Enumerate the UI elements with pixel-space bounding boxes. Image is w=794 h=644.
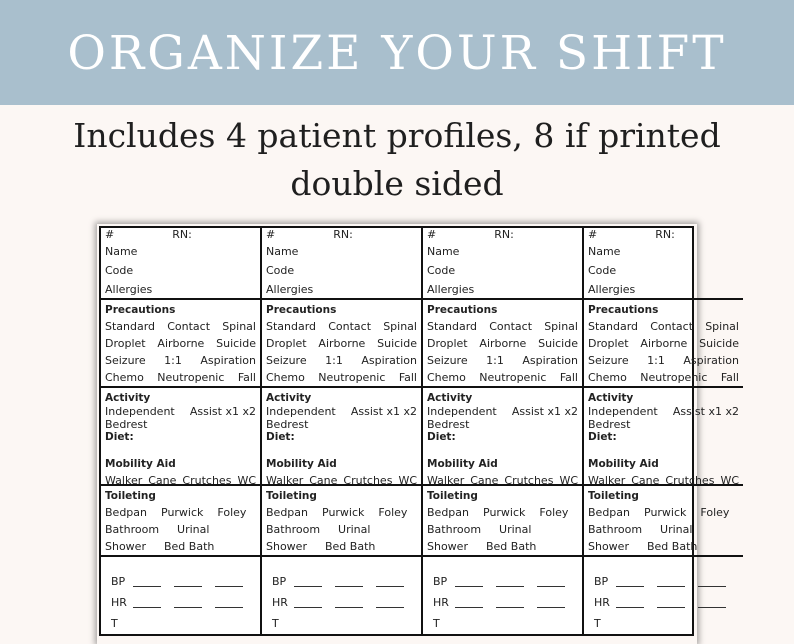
bp-label: BP [594, 575, 609, 588]
mobility-heading: Mobility Aid [266, 458, 337, 470]
mobility-heading: Mobility Aid [105, 458, 176, 470]
toileting-section [584, 486, 743, 557]
mobility-option: Crutches [343, 474, 393, 487]
identity-section [423, 228, 582, 300]
identity-section [584, 228, 743, 300]
name-label: Name [266, 245, 299, 258]
precaution-option: Neutropenic [479, 371, 547, 384]
toileting-option: Bathroom [105, 523, 160, 536]
allergies-label: Allergies [105, 283, 153, 296]
mobility-option: Walker [266, 474, 304, 487]
toileting-line [105, 538, 256, 555]
patient-profile [584, 228, 743, 634]
activity-section [584, 388, 743, 486]
toileting-option: Foley [700, 506, 730, 519]
toileting-line [588, 504, 739, 521]
bp-row [427, 571, 578, 592]
precautions-section [262, 300, 421, 388]
bp-label: BP [433, 575, 448, 588]
bed-number-label: # [266, 228, 276, 241]
assist-option: Assist x1 x2 [350, 405, 417, 418]
toileting-option: Purwick [644, 506, 687, 519]
precaution-option: Spinal [544, 320, 578, 333]
mobility-option: Crutches [504, 474, 554, 487]
toileting-section [262, 486, 421, 557]
toileting-option: Urinal [499, 523, 532, 536]
toileting-heading: Toileting [427, 490, 478, 502]
precautions-section [584, 300, 743, 388]
precaution-option: Chemo [588, 371, 627, 384]
patient-sheet [99, 226, 739, 636]
blank-line [376, 576, 404, 587]
blank-line [215, 597, 243, 608]
code-label: Code [588, 264, 617, 277]
hr-label: HR [111, 596, 127, 609]
independent-option: Independent [266, 405, 336, 418]
diet-label: Diet: [105, 431, 134, 443]
precautions-section [101, 300, 260, 388]
blank-line [496, 576, 524, 587]
precautions-line [427, 369, 578, 386]
toileting-option: Urinal [660, 523, 693, 536]
toileting-option: Shower [427, 540, 468, 553]
precaution-option: Fall [720, 371, 739, 384]
banner [0, 0, 794, 105]
mobility-option: Cane [631, 474, 660, 487]
mobility-option: Crutches [182, 474, 232, 487]
code-label: Code [266, 264, 295, 277]
toileting-line [105, 521, 256, 538]
allergies-label: Allergies [427, 283, 475, 296]
blank-line [657, 576, 685, 587]
mobility-option: Walker [427, 474, 465, 487]
t-row [105, 613, 256, 634]
precaution-option: Contact [650, 320, 694, 333]
precaution-option: Airborne [640, 337, 688, 350]
precautions-heading: Precautions [427, 304, 498, 316]
blank-line [657, 597, 685, 608]
precaution-option: 1:1 [486, 354, 504, 367]
blank-line [133, 597, 161, 608]
precaution-option: Seizure [266, 354, 307, 367]
blank-line [174, 597, 202, 608]
activity-heading: Activity [105, 392, 151, 404]
precaution-option: Seizure [588, 354, 629, 367]
toileting-option: Bathroom [427, 523, 482, 536]
toileting-option: Bathroom [266, 523, 321, 536]
precautions-heading: Precautions [588, 304, 659, 316]
bedrest-option: Bedrest [266, 418, 309, 431]
hr-label: HR [272, 596, 288, 609]
toileting-option: Shower [588, 540, 629, 553]
name-label: Name [105, 245, 138, 258]
precautions-line [105, 335, 256, 352]
toileting-section [101, 486, 260, 557]
precautions-line [105, 369, 256, 386]
toileting-option: Bed Bath [646, 540, 698, 553]
precaution-option: Droplet [588, 337, 629, 350]
blank-line [455, 576, 483, 587]
bed-number-label: # [427, 228, 437, 241]
blank-line [294, 576, 322, 587]
toileting-option: Bedpan [105, 506, 147, 519]
t-label: T [594, 617, 601, 630]
bedrest-option: Bedrest [588, 418, 631, 431]
precaution-option: 1:1 [325, 354, 343, 367]
toileting-line [588, 538, 739, 555]
precaution-option: Chemo [105, 371, 144, 384]
precautions-line [588, 352, 739, 369]
activity-section [423, 388, 582, 486]
blank-line [174, 576, 202, 587]
hr-row [427, 592, 578, 613]
precaution-option: Aspiration [522, 354, 578, 367]
hr-row [588, 592, 739, 613]
bedrest-option: Bedrest [427, 418, 470, 431]
precautions-line [588, 318, 739, 335]
rn-label: RN: [494, 228, 514, 241]
precaution-option: Fall [398, 371, 417, 384]
activity-heading: Activity [588, 392, 634, 404]
toileting-line [427, 504, 578, 521]
toileting-option: Foley [217, 506, 247, 519]
precaution-option: Aspiration [361, 354, 417, 367]
precautions-line [266, 335, 417, 352]
name-label: Name [427, 245, 460, 258]
diet-label: Diet: [588, 431, 617, 443]
precaution-option: Airborne [157, 337, 205, 350]
precaution-option: Droplet [105, 337, 146, 350]
toileting-section [423, 486, 582, 557]
bed-number-label: # [105, 228, 115, 241]
precaution-option: Suicide [377, 337, 417, 350]
toileting-line [427, 538, 578, 555]
precaution-option: Contact [489, 320, 533, 333]
toileting-option: Purwick [161, 506, 204, 519]
blank-line [133, 576, 161, 587]
precautions-line [427, 318, 578, 335]
mobility-option: Walker [588, 474, 626, 487]
hr-row [105, 592, 256, 613]
toileting-option: Foley [378, 506, 408, 519]
activity-section [101, 388, 260, 486]
mobility-option: Cane [470, 474, 499, 487]
precaution-option: 1:1 [647, 354, 665, 367]
name-label: Name [588, 245, 621, 258]
bp-row [588, 571, 739, 592]
mobility-option: Cane [148, 474, 177, 487]
precaution-option: Fall [559, 371, 578, 384]
precaution-option: Aspiration [683, 354, 739, 367]
independent-option: Independent [105, 405, 175, 418]
precaution-option: Droplet [427, 337, 468, 350]
precaution-option: Spinal [222, 320, 256, 333]
patient-profile [262, 228, 423, 634]
assist-option: Assist x1 x2 [672, 405, 739, 418]
hr-label: HR [433, 596, 449, 609]
vitals-section [584, 557, 743, 634]
blank-line [376, 597, 404, 608]
precaution-option: Standard [427, 320, 478, 333]
precautions-line [105, 318, 256, 335]
toileting-line [588, 521, 739, 538]
code-label: Code [105, 264, 134, 277]
allergies-label: Allergies [266, 283, 314, 296]
blank-line [616, 576, 644, 587]
precaution-option: Aspiration [200, 354, 256, 367]
precautions-line [427, 352, 578, 369]
subtitle: Includes 4 patient profiles, 8 if printed double sided [73, 116, 721, 203]
precautions-line [427, 335, 578, 352]
precautions-heading: Precautions [105, 304, 176, 316]
blank-line [294, 597, 322, 608]
precaution-option: Spinal [383, 320, 417, 333]
precautions-line [266, 352, 417, 369]
diet-label: Diet: [266, 431, 295, 443]
toileting-option: Shower [266, 540, 307, 553]
toileting-option: Bed Bath [324, 540, 376, 553]
diet-label: Diet: [427, 431, 456, 443]
banner-title: ORGANIZE YOUR SHIFT [67, 26, 727, 81]
rn-label: RN: [655, 228, 675, 241]
bp-row [266, 571, 417, 592]
precaution-option: Airborne [479, 337, 527, 350]
bed-number-label: # [588, 228, 598, 241]
vitals-section [101, 557, 260, 634]
toileting-option: Urinal [177, 523, 210, 536]
allergies-label: Allergies [588, 283, 636, 296]
independent-option: Independent [427, 405, 497, 418]
precautions-line [266, 318, 417, 335]
t-row [427, 613, 578, 634]
mobility-heading: Mobility Aid [588, 458, 659, 470]
precaution-option: Contact [328, 320, 372, 333]
toileting-heading: Toileting [588, 490, 639, 502]
toileting-option: Bed Bath [163, 540, 215, 553]
toileting-line [266, 504, 417, 521]
blank-line [335, 597, 363, 608]
hr-label: HR [594, 596, 610, 609]
assist-option: Assist x1 x2 [189, 405, 256, 418]
t-row [266, 613, 417, 634]
blank-line [698, 597, 726, 608]
activity-heading: Activity [266, 392, 312, 404]
hr-row [266, 592, 417, 613]
precaution-option: Neutropenic [318, 371, 386, 384]
toileting-option: Urinal [338, 523, 371, 536]
mobility-option: WC [398, 474, 417, 487]
t-label: T [111, 617, 118, 630]
patient-profile [423, 228, 584, 634]
toileting-option: Bathroom [588, 523, 643, 536]
precaution-option: Suicide [538, 337, 578, 350]
activity-section [262, 388, 421, 486]
precaution-option: Seizure [427, 354, 468, 367]
bp-row [105, 571, 256, 592]
independent-option: Independent [588, 405, 658, 418]
precaution-option: Suicide [699, 337, 739, 350]
identity-section [101, 228, 260, 300]
toileting-option: Shower [105, 540, 146, 553]
blank-line [537, 576, 565, 587]
toileting-option: Bedpan [588, 506, 630, 519]
toileting-option: Purwick [483, 506, 526, 519]
precaution-option: Standard [105, 320, 156, 333]
t-row [588, 613, 739, 634]
toileting-option: Bed Bath [485, 540, 537, 553]
assist-option: Assist x1 x2 [511, 405, 578, 418]
toileting-option: Bedpan [427, 506, 469, 519]
precautions-line [588, 369, 739, 386]
mobility-option: Crutches [665, 474, 715, 487]
patient-profile [101, 228, 262, 634]
precautions-line [105, 352, 256, 369]
mobility-option: WC [720, 474, 739, 487]
precaution-option: Chemo [427, 371, 466, 384]
blank-line [335, 576, 363, 587]
mobility-option: WC [237, 474, 256, 487]
code-label: Code [427, 264, 456, 277]
precautions-line [588, 335, 739, 352]
blank-line [455, 597, 483, 608]
t-label: T [433, 617, 440, 630]
precautions-section [423, 300, 582, 388]
blank-line [496, 597, 524, 608]
precautions-line [266, 369, 417, 386]
blank-line [537, 597, 565, 608]
activity-heading: Activity [427, 392, 473, 404]
precaution-option: Standard [266, 320, 317, 333]
precautions-heading: Precautions [266, 304, 337, 316]
mobility-heading: Mobility Aid [427, 458, 498, 470]
t-label: T [272, 617, 279, 630]
toileting-line [266, 538, 417, 555]
rn-label: RN: [172, 228, 192, 241]
toileting-line [427, 521, 578, 538]
precaution-option: Fall [237, 371, 256, 384]
precaution-option: Airborne [318, 337, 366, 350]
blank-line [215, 576, 243, 587]
toileting-line [105, 504, 256, 521]
precaution-option: Neutropenic [640, 371, 708, 384]
precaution-option: Droplet [266, 337, 307, 350]
precaution-option: Neutropenic [157, 371, 225, 384]
precaution-option: 1:1 [164, 354, 182, 367]
precaution-option: Seizure [105, 354, 146, 367]
mobility-option: WC [559, 474, 578, 487]
bedrest-option: Bedrest [105, 418, 148, 431]
mobility-option: Walker [105, 474, 143, 487]
vitals-section [262, 557, 421, 634]
blank-line [698, 576, 726, 587]
precaution-option: Standard [588, 320, 639, 333]
precaution-option: Suicide [216, 337, 256, 350]
bp-label: BP [111, 575, 126, 588]
toileting-option: Bedpan [266, 506, 308, 519]
bp-label: BP [272, 575, 287, 588]
precaution-option: Spinal [705, 320, 739, 333]
precaution-option: Chemo [266, 371, 305, 384]
mobility-option: Cane [309, 474, 338, 487]
blank-line [616, 597, 644, 608]
toileting-heading: Toileting [105, 490, 156, 502]
rn-label: RN: [333, 228, 353, 241]
toileting-line [266, 521, 417, 538]
identity-section [262, 228, 421, 300]
toileting-option: Purwick [322, 506, 365, 519]
vitals-section [423, 557, 582, 634]
precaution-option: Contact [167, 320, 211, 333]
toileting-option: Foley [539, 506, 569, 519]
toileting-heading: Toileting [266, 490, 317, 502]
